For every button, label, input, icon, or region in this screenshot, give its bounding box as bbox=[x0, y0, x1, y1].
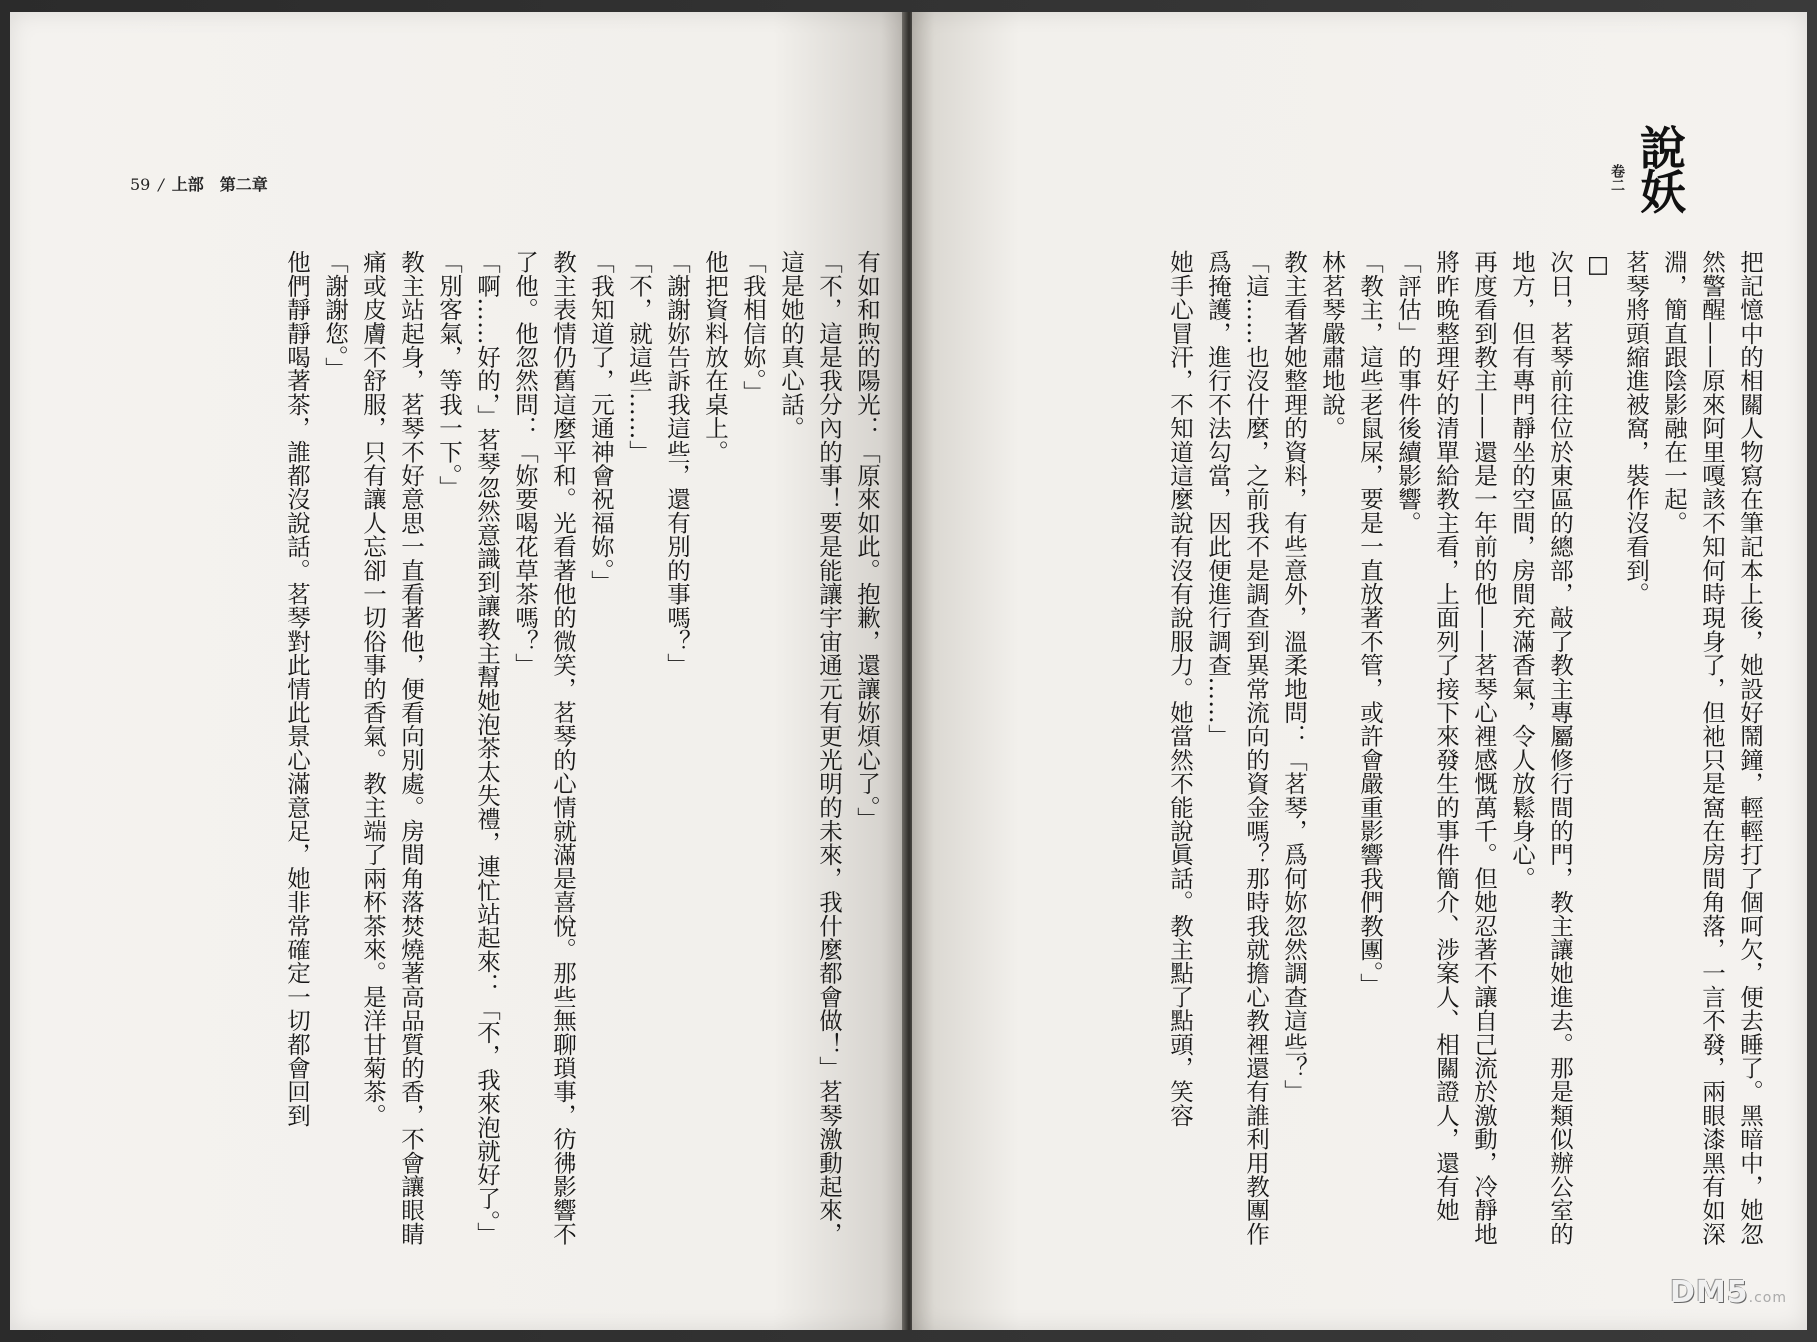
paragraph: 林茗琴嚴肅地說。 bbox=[1318, 250, 1346, 440]
running-head bbox=[130, 172, 268, 195]
paragraph: 「這……也沒什麼，之前我不是調查到異常流向的資金嗎？那時我就擔心教裡還有誰利用教團作爲掩護，進行不法勾當，因此便進行調查……」 bbox=[1204, 250, 1270, 1246]
page-number: 59 bbox=[130, 175, 151, 194]
watermark-suffix: .com bbox=[1748, 1290, 1787, 1306]
book-title-mark bbox=[1577, 124, 1687, 244]
paragraph: 「不，就這些……」 bbox=[625, 250, 653, 464]
section-label: 上部 bbox=[171, 175, 204, 194]
paragraph: 把記憶中的相關人物寫在筆記本上後，她設好鬧鐘，輕輕打了個呵欠，便去睡了。黑暗中，她忽然警醒——原來阿里嘎該不知何時現身了，但祂只是窩在房間角落，一言不發，兩眼漆黑有如深淵，簡直跟陰影融在一起。 bbox=[1660, 250, 1764, 1246]
paragraph: 他們靜靜喝著茶，誰都沒說話。茗琴對此情此景心滿意足，她非常確定一切都會回到 bbox=[283, 250, 311, 1127]
left-page-text bbox=[108, 250, 886, 1250]
paragraph: 有如和煦的陽光：「原來如此。抱歉，還讓妳煩心了。」 bbox=[853, 250, 881, 831]
site-watermark bbox=[1670, 1275, 1787, 1310]
paragraph: 教主看著她整理的資料，有些意外，溫柔地問：「茗琴，爲何妳忽然調查這些？」 bbox=[1280, 250, 1308, 1104]
paragraph: 教主表情仍舊這麼平和。光看著他的微笑，茗琴的心情就滿是喜悅。那些無聊瑣事，彷彿影響不了他。他忽然問：「妳要喝花草茶嗎？」 bbox=[511, 250, 577, 1246]
paragraph: 「不，這是我分內的事！要是能讓宇宙通元有更光明的未來，我什麼都會做！」茗琴激動起來，這是她的真心話。 bbox=[777, 250, 843, 1246]
paragraph: 「啊……好的，」茗琴忽然意識到讓教主幫她泡茶太失禮，連忙站起來：「不，我來泡就好了。」 bbox=[473, 250, 501, 1246]
watermark-brand: DM5 bbox=[1670, 1275, 1749, 1310]
right-page bbox=[912, 12, 1807, 1330]
paragraph: 再度看到教主——還是一年前的他——茗琴心裡感慨萬千。但她忍著不讓自己流於激動，冷靜地將昨晚整理好的清單給教主看，上面列了接下來發生的事件簡介、涉案人、相關證人，還有她「評估」的事件後續影響。 bbox=[1394, 250, 1498, 1246]
running-head-separator: / bbox=[158, 175, 164, 194]
section-break: □ bbox=[1584, 250, 1612, 279]
left-page bbox=[10, 12, 908, 1330]
paragraph: 茗琴將頭縮進被窩，裝作沒看到。 bbox=[1622, 250, 1650, 606]
paragraph: 教主站起身，茗琴不好意思一直看著他，便看向別處。房間角落焚燒著高品質的香，不會讓眼睛痛或皮膚不舒服，只有讓人忘卻一切俗事的香氣。教主端了兩杯茶來。是洋甘菊茶。 bbox=[359, 250, 425, 1246]
paragraph: 「我知道了，元通神會祝福妳。」 bbox=[587, 250, 615, 594]
paragraph: 「我相信妳。」 bbox=[739, 250, 767, 405]
paragraph: 她手心冒汗，不知道這麼說有沒有說服力。她當然不能說眞話。教主點了點頭，笑容 bbox=[1166, 250, 1194, 1127]
paragraph: 次日，茗琴前往位於東區的總部，敲了教主專屬修行間的門，教主讓她進去。那是類似辦公室的地方，但有專門靜坐的空間，房間充滿香氣，令人放鬆身心。 bbox=[1508, 250, 1574, 1246]
paragraph: 他把資料放在桌上。 bbox=[701, 250, 729, 464]
right-page-text bbox=[972, 250, 1769, 1250]
paragraph: 「謝謝您。」 bbox=[321, 250, 349, 381]
chapter-label: 第二章 bbox=[219, 175, 268, 194]
paragraph: 「教主，這些老鼠屎，要是一直放著不管，或許會嚴重影響我們教團。」 bbox=[1356, 250, 1384, 997]
paragraph: 「別客氣，等我一下。」 bbox=[435, 250, 463, 499]
paragraph: 「謝謝妳告訴我這些，還有別的事嗎？」 bbox=[663, 250, 691, 677]
volume-label: 卷二 bbox=[1609, 164, 1625, 192]
book-title: 說妖 bbox=[1633, 124, 1687, 212]
